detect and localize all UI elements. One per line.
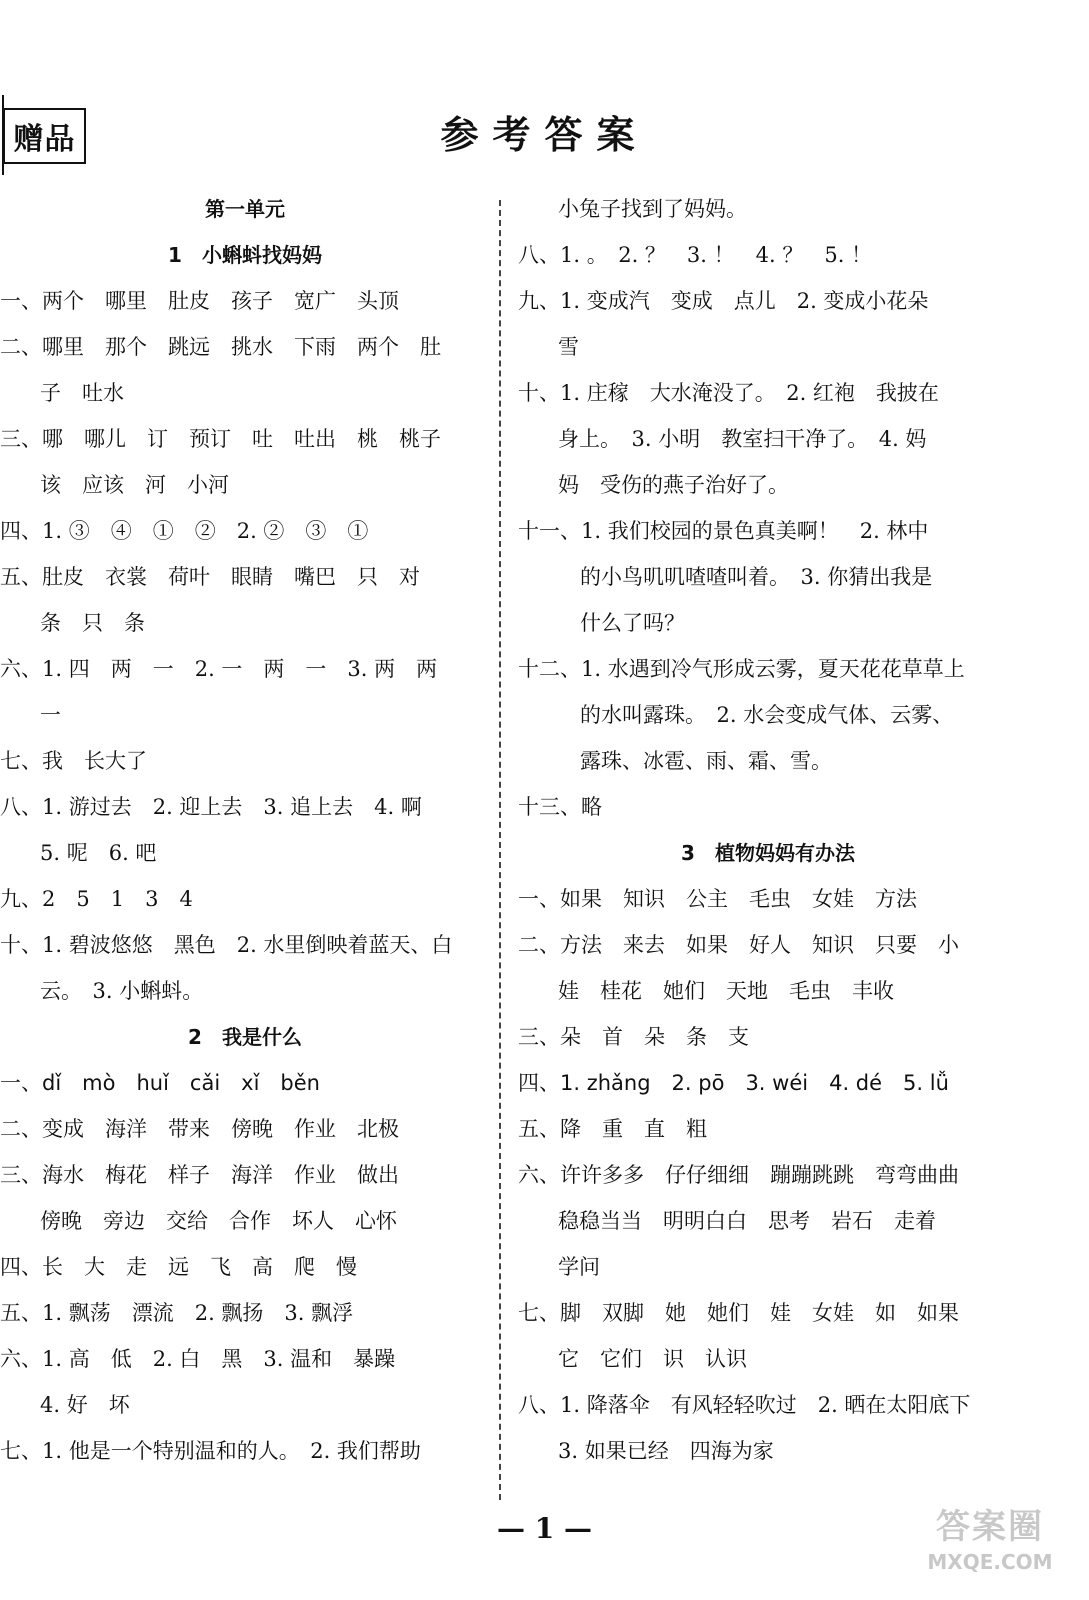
answer-line: 十二、1. 水遇到冷气形成云雾，夏天花花草草上: [518, 657, 965, 681]
answer-line: 七、我 长大了: [0, 749, 147, 773]
answer-line: 妈 受伤的燕子治好了。: [558, 473, 789, 497]
answer-line: 五、肚皮 衣裳 荷叶 眼睛 嘴巴 只 对: [0, 565, 420, 589]
answer-line: 十三、略: [518, 795, 602, 819]
column-divider: [499, 200, 501, 1500]
answer-line: 稳稳当当 明明白白 思考 岩石 走着: [558, 1209, 936, 1233]
section-heading: 2 我是什么: [188, 1025, 302, 1049]
answer-line: 什么了吗？: [580, 611, 685, 635]
answer-line: 三、海水 梅花 样子 海洋 作业 做出: [0, 1163, 399, 1187]
answer-line: 八、1. 降落伞 有风轻轻吹过 2. 晒在太阳底下: [518, 1393, 971, 1417]
section-heading: 3 植物妈妈有办法: [681, 841, 855, 865]
answer-line: 一、两个 哪里 肚皮 孩子 宽广 头顶: [0, 289, 399, 313]
answer-line: 3. 如果已经 四海为家: [558, 1439, 774, 1463]
answer-line: 三、哪 哪儿 订 预订 吐 吐出 桃 桃子: [0, 427, 441, 451]
answer-line: 二、方法 来去 如果 好人 知识 只要 小: [518, 933, 959, 957]
page-number: — 1 —: [497, 1512, 592, 1545]
right-column: [518, 186, 1018, 1506]
answer-line: 四、长 大 走 远 飞 高 爬 慢: [0, 1255, 357, 1279]
answer-line: 一: [40, 703, 61, 727]
answer-line: 傍晚 旁边 交给 合作 坏人 心怀: [40, 1209, 397, 1233]
answer-line: 四、1. zhǎng 2. pō 3. wéi 4. dé 5. lǚ: [518, 1071, 949, 1095]
answer-line: 六、许许多多 仔仔细细 蹦蹦跳跳 弯弯曲曲: [518, 1163, 959, 1187]
answer-line: 雪: [558, 335, 579, 359]
answer-line: 娃 桂花 她们 天地 毛虫 丰收: [558, 979, 894, 1003]
watermark-site: MXQE.COM: [927, 1550, 1053, 1574]
answer-line: 六、1. 四 两 一 2. 一 两 一 3. 两 两: [0, 657, 438, 681]
answer-line: 九、1. 变成汽 变成 点儿 2. 变成小花朵: [518, 289, 929, 313]
answer-line: 十一、1. 我们校园的景色真美啊！ 2. 林中: [518, 519, 929, 543]
answer-line: 十、1. 碧波悠悠 黑色 2. 水里倒映着蓝天、白: [0, 933, 453, 957]
answer-line: 六、1. 高 低 2. 白 黑 3. 温和 暴躁: [0, 1347, 396, 1371]
answer-line: 小兔子找到了妈妈。: [558, 197, 747, 221]
answer-line: 5. 呢 6. 吧: [40, 841, 157, 865]
section-heading: 第一单元: [205, 197, 285, 221]
answer-line: 子 吐水: [40, 381, 124, 405]
answer-line: 的水叫露珠。 2. 水会变成气体、云雾、: [580, 703, 954, 727]
answer-line: 学问: [558, 1255, 600, 1279]
answer-line: 云。 3. 小蝌蚪。: [40, 979, 204, 1003]
answer-line: 一、dǐ mò huǐ cǎi xǐ běn: [0, 1071, 320, 1095]
answer-line: 八、1. 。 2. ？ 3. ！ 4. ？ 5. ！: [518, 243, 873, 267]
answer-line: 五、1. 飘荡 漂流 2. 飘扬 3. 飘浮: [0, 1301, 354, 1325]
answer-line: 的小鸟叽叽喳喳叫着。 3. 你猜出我是: [580, 565, 933, 589]
left-column: [0, 186, 490, 1506]
gift-badge: 赠品: [2, 108, 86, 164]
answer-line: 七、脚 双脚 她 她们 娃 女娃 如 如果: [518, 1301, 959, 1325]
answer-line: 该 应该 河 小河: [40, 473, 229, 497]
answer-line: 它 它们 识 认识: [558, 1347, 747, 1371]
section-heading: 1 小蝌蚪找妈妈: [168, 243, 322, 267]
answer-line: 九、2 5 1 3 4: [0, 887, 193, 911]
watermark: [915, 1505, 1065, 1589]
watermark-logo: 答案圈: [936, 1507, 1044, 1547]
answer-line: 四、1. ③ ④ ① ② 2. ② ③ ①: [0, 519, 369, 543]
answer-line: 一、如果 知识 公主 毛虫 女娃 方法: [518, 887, 917, 911]
answer-line: 十、1. 庄稼 大水淹没了。 2. 红袍 我披在: [518, 381, 939, 405]
answer-line: 二、变成 海洋 带来 傍晚 作业 北极: [0, 1117, 399, 1141]
answer-line: 露珠、冰雹、雨、霜、雪。: [580, 749, 832, 773]
answer-line: 五、降 重 直 粗: [518, 1117, 707, 1141]
answer-line: 条 只 条: [40, 611, 145, 635]
page-title: 参考答案: [440, 112, 649, 157]
answer-line: 4. 好 坏: [40, 1393, 130, 1417]
answer-line: 二、哪里 那个 跳远 挑水 下雨 两个 肚: [0, 335, 441, 359]
answer-line: 三、朵 首 朵 条 支: [518, 1025, 749, 1049]
answer-line: 八、1. 游过去 2. 迎上去 3. 追上去 4. 啊: [0, 795, 422, 819]
answer-line: 七、1. 他是一个特别温和的人。 2. 我们帮助: [0, 1439, 421, 1463]
answer-line: 身上。 3. 小明 教室扫干净了。 4. 妈: [558, 427, 927, 451]
